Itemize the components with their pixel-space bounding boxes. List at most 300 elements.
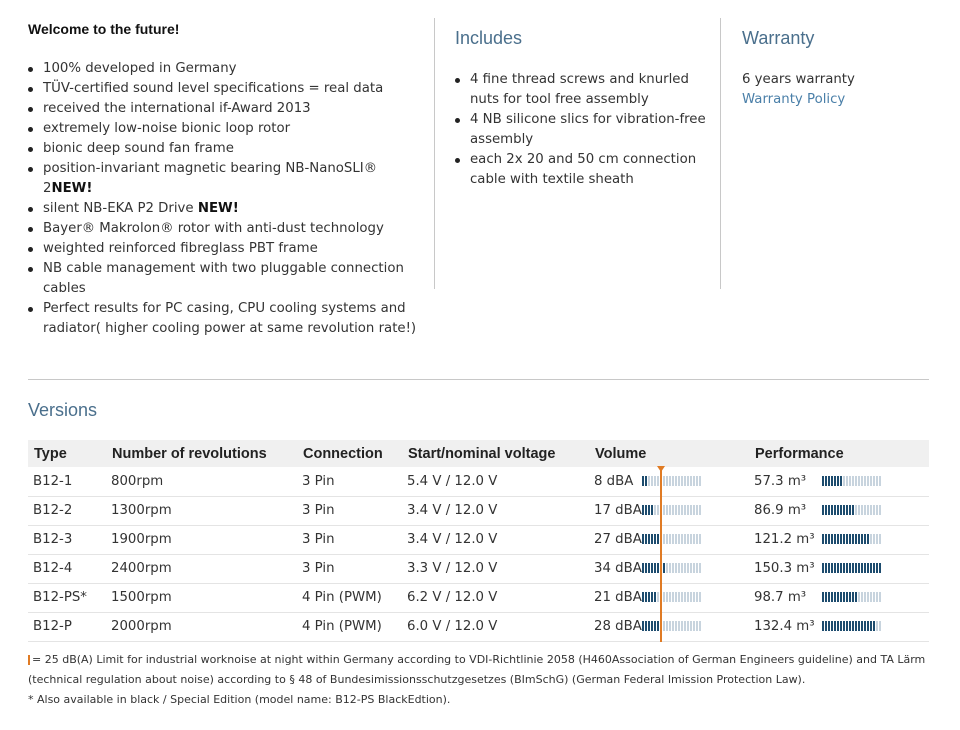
volume-bar-segment — [654, 534, 656, 544]
performance-bar — [822, 505, 882, 515]
performance-bar-segment — [834, 563, 836, 573]
cell-connection: 4 Pin (PWM) — [297, 583, 402, 612]
performance-bar-segment — [867, 592, 869, 602]
performance-bar-segment — [822, 476, 824, 486]
volume-bar — [642, 621, 702, 631]
volume-bar-segment — [672, 476, 674, 486]
performance-bar-segment — [870, 592, 872, 602]
volume-bar-segment — [690, 505, 692, 515]
table-row — [28, 583, 929, 612]
feature-item — [28, 219, 418, 239]
performance-bar-segment — [843, 476, 845, 486]
performance-bar-segment — [858, 476, 860, 486]
warranty-text: 6 years warranty — [742, 72, 855, 87]
performance-bar-segment — [843, 563, 845, 573]
footnotes — [28, 650, 938, 710]
volume-bar-segment — [669, 476, 671, 486]
performance-bar-segment — [873, 592, 875, 602]
performance-bar-segment — [852, 476, 854, 486]
performance-bar-segment — [870, 505, 872, 515]
cell-voltage: 6.0 V / 12.0 V — [402, 612, 589, 641]
volume-bar-segment — [684, 563, 686, 573]
performance-bar-segment — [861, 476, 863, 486]
volume-bar-segment — [651, 592, 653, 602]
cell-revolutions: 2000rpm — [106, 612, 297, 641]
warranty-policy-link[interactable]: Warranty Policy — [742, 92, 846, 107]
volume-bar-segment — [657, 505, 659, 515]
feature-item — [28, 99, 418, 119]
performance-bar-segment — [852, 563, 854, 573]
performance-bar-segment — [825, 563, 827, 573]
cell-type: B12-PS* — [28, 583, 106, 612]
performance-bar-segment — [855, 563, 857, 573]
performance-bar-segment — [861, 592, 863, 602]
volume-bar-segment — [678, 505, 680, 515]
volume-bar-segment — [669, 621, 671, 631]
performance-bar — [822, 563, 882, 573]
performance-bar-segment — [867, 621, 869, 631]
performance-bar-segment — [837, 621, 839, 631]
volume-bar-segment — [687, 534, 689, 544]
volume-bar-segment — [699, 621, 701, 631]
cell-performance — [749, 467, 929, 496]
volume-bar-segment — [654, 592, 656, 602]
volume-bar-segment — [645, 563, 647, 573]
volume-bar-segment — [663, 476, 665, 486]
volume-bar-segment — [693, 476, 695, 486]
performance-bar-segment — [864, 505, 866, 515]
volume-value: 27 dBA — [594, 532, 642, 547]
volume-bar-segment — [645, 621, 647, 631]
performance-bar-segment — [840, 592, 842, 602]
performance-bar-segment — [867, 534, 869, 544]
volume-bar-segment — [642, 621, 644, 631]
includes-list — [455, 70, 721, 190]
performance-bar-segment — [837, 534, 839, 544]
cell-connection: 3 Pin — [297, 525, 402, 554]
section-divider — [28, 379, 929, 380]
performance-bar-segment — [831, 563, 833, 573]
volume-bar-segment — [672, 534, 674, 544]
feature-text: 100% developed in Germany — [43, 61, 237, 76]
performance-bar-segment — [864, 621, 866, 631]
performance-bar-segment — [843, 621, 845, 631]
cell-type: B12-2 — [28, 496, 106, 525]
performance-bar-segment — [879, 621, 881, 631]
volume-bar-segment — [642, 476, 644, 486]
performance-bar-segment — [858, 592, 860, 602]
cell-volume — [589, 583, 749, 612]
volume-bar-segment — [651, 505, 653, 515]
performance-bar-segment — [849, 563, 851, 573]
volume-bar — [642, 476, 702, 486]
performance-bar-segment — [846, 534, 848, 544]
performance-value: 86.9 m³ — [754, 503, 807, 518]
performance-bar-segment — [876, 621, 878, 631]
performance-bar-segment — [828, 563, 830, 573]
table-row — [28, 467, 929, 496]
feature-text: silent NB-EKA P2 Drive — [43, 201, 198, 216]
volume-bar-segment — [651, 476, 653, 486]
cell-connection: 3 Pin — [297, 467, 402, 496]
volume-bar-segment — [648, 476, 650, 486]
table-row — [28, 554, 929, 583]
volume-bar-segment — [681, 476, 683, 486]
performance-bar-segment — [852, 592, 854, 602]
includes-column — [434, 18, 721, 289]
volume-bar-segment — [681, 505, 683, 515]
performance-bar-segment — [831, 592, 833, 602]
feature-text: NB cable management with two pluggable connection cables — [43, 261, 404, 296]
noise-limit-legend-icon — [28, 655, 30, 665]
performance-bar-segment — [837, 563, 839, 573]
feature-text: TÜV-certified sound level specifications = real data — [43, 81, 384, 96]
volume-bar-segment — [669, 563, 671, 573]
performance-value: 132.4 m³ — [754, 619, 815, 634]
volume-bar-segment — [699, 505, 701, 515]
volume-bar-segment — [699, 534, 701, 544]
performance-bar-segment — [846, 592, 848, 602]
versions-table — [28, 440, 929, 642]
volume-bar-segment — [678, 563, 680, 573]
volume-bar-segment — [642, 505, 644, 515]
performance-bar-segment — [834, 621, 836, 631]
performance-bar-segment — [864, 534, 866, 544]
performance-bar-segment — [867, 476, 869, 486]
volume-bar-segment — [696, 621, 698, 631]
performance-bar-segment — [843, 592, 845, 602]
volume-bar-segment — [696, 534, 698, 544]
footnote-noise-limit-text: = 25 dB(A) Limit for industrial worknoise at night within Germany according to VDI-Richtlinie 2058 (H460Association of German Engineers guideline) and TA Lärm (technical regulation about noise) according to § 48 of Bundesimissionsschutzgesetzes (BImSchG) (German Federal Imission Protection Law). — [28, 653, 926, 686]
performance-bar-segment — [840, 621, 842, 631]
volume-bar-segment — [642, 592, 644, 602]
performance-bar-segment — [864, 563, 866, 573]
performance-bar-segment — [870, 534, 872, 544]
volume-bar-segment — [693, 505, 695, 515]
feature-item — [28, 259, 418, 299]
warranty-column — [720, 18, 940, 289]
volume-bar-segment — [645, 476, 647, 486]
cell-revolutions: 2400rpm — [106, 554, 297, 583]
feature-item — [28, 159, 418, 199]
performance-bar-segment — [867, 505, 869, 515]
performance-bar-segment — [870, 563, 872, 573]
volume-bar-segment — [684, 534, 686, 544]
volume-bar-segment — [642, 534, 644, 544]
performance-bar-segment — [834, 505, 836, 515]
performance-bar — [822, 534, 882, 544]
performance-bar-segment — [846, 563, 848, 573]
volume-bar-segment — [696, 592, 698, 602]
performance-bar-segment — [858, 505, 860, 515]
volume-bar-segment — [672, 592, 674, 602]
performance-bar-segment — [846, 476, 848, 486]
volume-bar-segment — [675, 621, 677, 631]
performance-bar-segment — [840, 505, 842, 515]
performance-bar-segment — [870, 476, 872, 486]
performance-value: 98.7 m³ — [754, 590, 807, 605]
performance-bar-segment — [858, 563, 860, 573]
volume-bar-segment — [687, 476, 689, 486]
noise-limit-line — [660, 470, 662, 642]
cell-voltage: 3.4 V / 12.0 V — [402, 525, 589, 554]
performance-bar-segment — [822, 621, 824, 631]
header-revolutions: Number of revolutions — [106, 440, 297, 467]
performance-bar-segment — [828, 592, 830, 602]
welcome-heading: Welcome to the future! — [28, 21, 180, 37]
volume-bar-segment — [681, 621, 683, 631]
performance-bar-segment — [861, 563, 863, 573]
cell-connection: 3 Pin — [297, 496, 402, 525]
performance-bar-segment — [825, 534, 827, 544]
volume-bar-segment — [690, 592, 692, 602]
volume-bar-segment — [663, 592, 665, 602]
performance-bar-segment — [822, 592, 824, 602]
performance-bar-segment — [864, 592, 866, 602]
cell-revolutions: 1300rpm — [106, 496, 297, 525]
header-performance: Performance — [749, 440, 929, 467]
volume-value: 21 dBA — [594, 590, 642, 605]
cell-type: B12-1 — [28, 467, 106, 496]
includes-item: 4 NB silicone slics for vibration-free assembly — [455, 110, 721, 150]
performance-bar-segment — [873, 621, 875, 631]
volume-bar-segment — [657, 621, 659, 631]
volume-bar-segment — [675, 592, 677, 602]
volume-bar — [642, 563, 702, 573]
volume-bar — [642, 592, 702, 602]
performance-bar-segment — [840, 476, 842, 486]
performance-bar-segment — [861, 505, 863, 515]
features-column — [28, 20, 418, 339]
volume-bar-segment — [699, 563, 701, 573]
performance-bar-segment — [834, 476, 836, 486]
volume-bar-segment — [684, 505, 686, 515]
performance-bar-segment — [840, 563, 842, 573]
volume-bar-segment — [648, 621, 650, 631]
volume-bar-segment — [651, 534, 653, 544]
volume-bar-segment — [648, 563, 650, 573]
volume-bar-segment — [681, 534, 683, 544]
volume-bar-segment — [693, 592, 695, 602]
performance-bar-segment — [879, 476, 881, 486]
volume-bar-segment — [654, 505, 656, 515]
volume-bar-segment — [678, 621, 680, 631]
performance-bar-segment — [825, 621, 827, 631]
performance-bar-segment — [849, 534, 851, 544]
volume-bar-segment — [684, 476, 686, 486]
volume-bar-segment — [645, 534, 647, 544]
cell-performance — [749, 583, 929, 612]
cell-volume — [589, 467, 749, 496]
volume-bar-segment — [696, 505, 698, 515]
volume-bar-segment — [648, 505, 650, 515]
performance-bar-segment — [879, 505, 881, 515]
feature-item — [28, 299, 418, 339]
volume-bar-segment — [687, 621, 689, 631]
volume-value: 28 dBA — [594, 619, 642, 634]
volume-bar-segment — [666, 476, 668, 486]
performance-bar-segment — [825, 592, 827, 602]
performance-bar-segment — [876, 476, 878, 486]
feature-item — [28, 119, 418, 139]
performance-bar-segment — [861, 621, 863, 631]
feature-text: Perfect results for PC casing, CPU cooling systems and radiator( higher cooling power at same revolution rate!) — [43, 301, 417, 336]
volume-bar-segment — [687, 592, 689, 602]
feature-text: bionic deep sound fan frame — [43, 141, 234, 156]
volume-bar-segment — [654, 563, 656, 573]
table-row — [28, 496, 929, 525]
volume-bar-segment — [651, 563, 653, 573]
volume-bar-segment — [648, 592, 650, 602]
performance-bar-segment — [837, 505, 839, 515]
performance-bar-segment — [855, 534, 857, 544]
volume-bar-segment — [669, 592, 671, 602]
volume-bar — [642, 534, 702, 544]
header-voltage: Start/nominal voltage — [402, 440, 589, 467]
performance-bar-segment — [858, 534, 860, 544]
volume-bar-segment — [699, 476, 701, 486]
includes-title: Includes — [455, 28, 523, 48]
performance-bar-segment — [831, 476, 833, 486]
performance-bar-segment — [825, 505, 827, 515]
performance-bar — [822, 592, 882, 602]
volume-bar-segment — [678, 534, 680, 544]
header-type: Type — [28, 440, 106, 467]
new-badge: NEW! — [51, 181, 93, 196]
volume-bar-segment — [696, 563, 698, 573]
volume-bar-segment — [666, 592, 668, 602]
performance-bar-segment — [822, 563, 824, 573]
performance-bar-segment — [834, 534, 836, 544]
performance-bar-segment — [855, 592, 857, 602]
performance-bar-segment — [870, 621, 872, 631]
performance-bar-segment — [831, 534, 833, 544]
volume-bar-segment — [687, 505, 689, 515]
cell-voltage: 5.4 V / 12.0 V — [402, 467, 589, 496]
volume-bar-segment — [657, 534, 659, 544]
feature-text: weighted reinforced fibreglass PBT frame — [43, 241, 318, 256]
volume-bar-segment — [672, 563, 674, 573]
volume-bar-segment — [642, 563, 644, 573]
performance-bar-segment — [828, 505, 830, 515]
feature-text: received the international if-Award 2013 — [43, 101, 311, 116]
volume-bar-segment — [693, 563, 695, 573]
volume-bar — [642, 505, 702, 515]
volume-bar-segment — [678, 592, 680, 602]
cell-performance — [749, 496, 929, 525]
volume-bar-segment — [675, 534, 677, 544]
feature-text: Bayer® Makrolon® rotor with anti-dust technology — [43, 221, 384, 236]
volume-bar-segment — [690, 621, 692, 631]
volume-bar-segment — [669, 534, 671, 544]
volume-bar-segment — [672, 505, 674, 515]
volume-value: 17 dBA — [594, 503, 642, 518]
volume-bar-segment — [666, 621, 668, 631]
volume-bar-segment — [678, 476, 680, 486]
performance-bar-segment — [837, 476, 839, 486]
feature-item — [28, 239, 418, 259]
cell-volume — [589, 554, 749, 583]
performance-bar-segment — [864, 476, 866, 486]
warranty-title: Warranty — [742, 28, 815, 48]
performance-bar-segment — [852, 621, 854, 631]
volume-bar-segment — [684, 621, 686, 631]
performance-bar-segment — [879, 563, 881, 573]
performance-bar-segment — [876, 563, 878, 573]
volume-bar-segment — [696, 476, 698, 486]
volume-bar-segment — [654, 476, 656, 486]
new-badge: NEW! — [197, 201, 239, 216]
volume-bar-segment — [681, 563, 683, 573]
volume-bar-segment — [663, 505, 665, 515]
volume-bar-segment — [684, 592, 686, 602]
cell-performance — [749, 525, 929, 554]
performance-bar-segment — [849, 592, 851, 602]
volume-bar-segment — [675, 505, 677, 515]
includes-item: each 2x 20 and 50 cm connection cable with textile sheath — [455, 150, 721, 190]
volume-bar-segment — [681, 592, 683, 602]
performance-bar-segment — [849, 505, 851, 515]
volume-bar-segment — [675, 476, 677, 486]
features-list — [28, 59, 418, 339]
volume-bar-segment — [690, 476, 692, 486]
volume-bar-segment — [672, 621, 674, 631]
volume-bar-segment — [690, 563, 692, 573]
cell-connection: 3 Pin — [297, 554, 402, 583]
volume-bar-segment — [651, 621, 653, 631]
performance-bar-segment — [867, 563, 869, 573]
includes-item: 4 fine thread screws and knurled nuts for tool free assembly — [455, 70, 721, 110]
performance-value: 57.3 m³ — [754, 473, 807, 489]
volume-bar-segment — [666, 563, 668, 573]
performance-bar-segment — [879, 534, 881, 544]
performance-bar-segment — [831, 621, 833, 631]
performance-bar-segment — [873, 476, 875, 486]
feature-item — [28, 79, 418, 99]
volume-bar-segment — [675, 563, 677, 573]
performance-bar-segment — [858, 621, 860, 631]
performance-bar-segment — [855, 621, 857, 631]
footnote-noise-limit — [28, 650, 938, 690]
performance-bar-segment — [843, 505, 845, 515]
cell-volume — [589, 612, 749, 641]
table-row — [28, 525, 929, 554]
performance-bar-segment — [846, 505, 848, 515]
volume-bar-segment — [690, 534, 692, 544]
performance-bar-segment — [825, 476, 827, 486]
cell-performance — [749, 612, 929, 641]
volume-bar-segment — [693, 534, 695, 544]
performance-bar — [822, 621, 882, 631]
feature-item — [28, 139, 418, 159]
volume-bar-segment — [654, 621, 656, 631]
volume-bar-segment — [663, 563, 665, 573]
volume-bar-segment — [669, 505, 671, 515]
performance-bar-segment — [837, 592, 839, 602]
volume-bar-segment — [693, 621, 695, 631]
volume-bar-segment — [666, 534, 668, 544]
cell-performance — [749, 554, 929, 583]
header-volume: Volume — [589, 440, 749, 467]
performance-bar-segment — [852, 534, 854, 544]
volume-bar-segment — [645, 505, 647, 515]
performance-bar-segment — [831, 505, 833, 515]
cell-connection: 4 Pin (PWM) — [297, 612, 402, 641]
performance-value: 121.2 m³ — [754, 532, 815, 547]
performance-bar-segment — [876, 505, 878, 515]
performance-bar-segment — [855, 505, 857, 515]
feature-text: position-invariant magnetic bearing NB-NanoSLI® 2 — [43, 161, 377, 196]
